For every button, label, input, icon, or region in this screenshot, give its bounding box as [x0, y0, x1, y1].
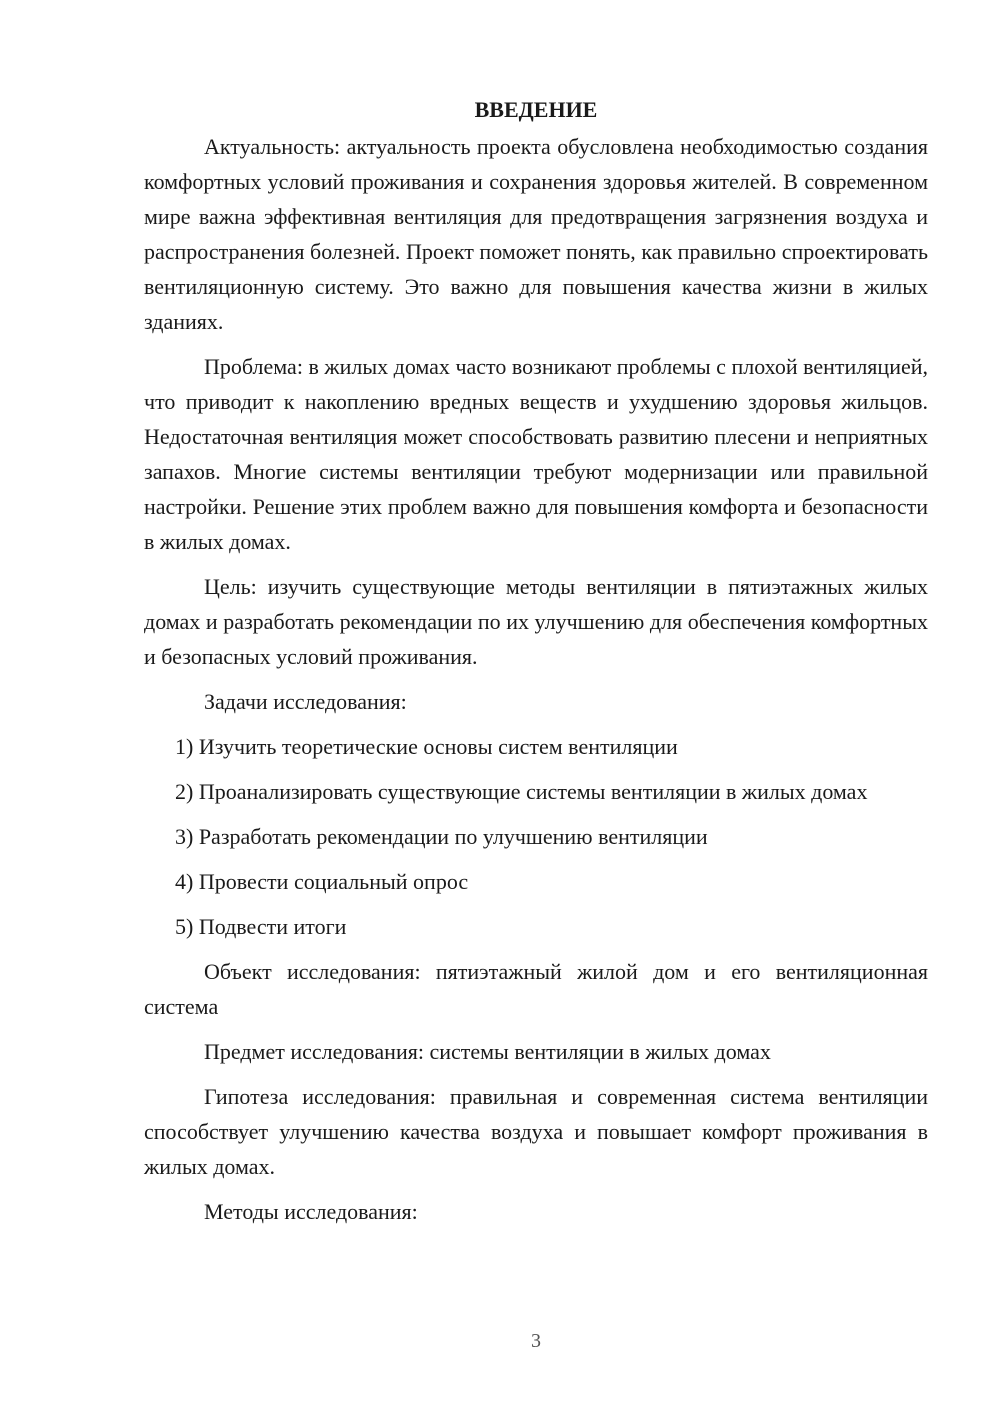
page-number: 3 [531, 1330, 541, 1352]
paragraph-object: Объект исследования: пятиэтажный жилой дом и его вентиляционная система [144, 959, 928, 1019]
task-item-2: 2) Проанализировать существующие системы вентиляции в жилых домах [175, 779, 868, 804]
paragraph-methods: Методы исследования: [204, 1199, 418, 1224]
task-item-1: 1) Изучить теоретические основы систем вентиляции [175, 734, 678, 759]
section-title: ВВЕДЕНИЕ [474, 97, 598, 122]
paragraph-tasks-heading: Задачи исследования: [204, 689, 407, 714]
paragraph-hypothesis: Гипотеза исследования: правильная и современная система вентиляции способствует улучшению качества воздуха и повышает комфорт проживания в жилых домах. [144, 1084, 928, 1179]
paragraph-problem: Проблема: в жилых домах часто возникают проблемы с плохой вентиляцией, что приводит к накоплению вредных веществ и ухудшению здоровья жильцов. Недостаточная вентиляция может способствовать развитию плесени и неприятных запахов. Многие системы вентиляции требуют модернизации или правильной настройки. Решение этих проблем важно для повышения комфорта и безопасности в жилых домах. [144, 354, 928, 554]
paragraph-subject: Предмет исследования: системы вентиляции в жилых домах [204, 1039, 771, 1064]
document-page [144, 92, 928, 1239]
task-item-5: 5) Подвести итоги [175, 914, 347, 939]
paragraph-relevance: Актуальность: актуальность проекта обусловлена необходимостью создания комфортных условий проживания и сохранения здоровья жителей. В современном мире важна эффективная вентиляция для предотвращения загрязнения воздуха и распространения болезней. Проект поможет понять, как правильно спроектировать вентиляционную систему. Это важно для повышения качества жизни в жилых зданиях. [144, 134, 928, 334]
paragraph-goal: Цель: изучить существующие методы вентиляции в пятиэтажных жилых домах и разработать рекомендации по их улучшению для обеспечения комфортных и безопасных условий проживания. [144, 574, 928, 669]
task-item-3: 3) Разработать рекомендации по улучшению вентиляции [175, 824, 708, 849]
task-item-4: 4) Провести социальный опрос [175, 869, 469, 894]
